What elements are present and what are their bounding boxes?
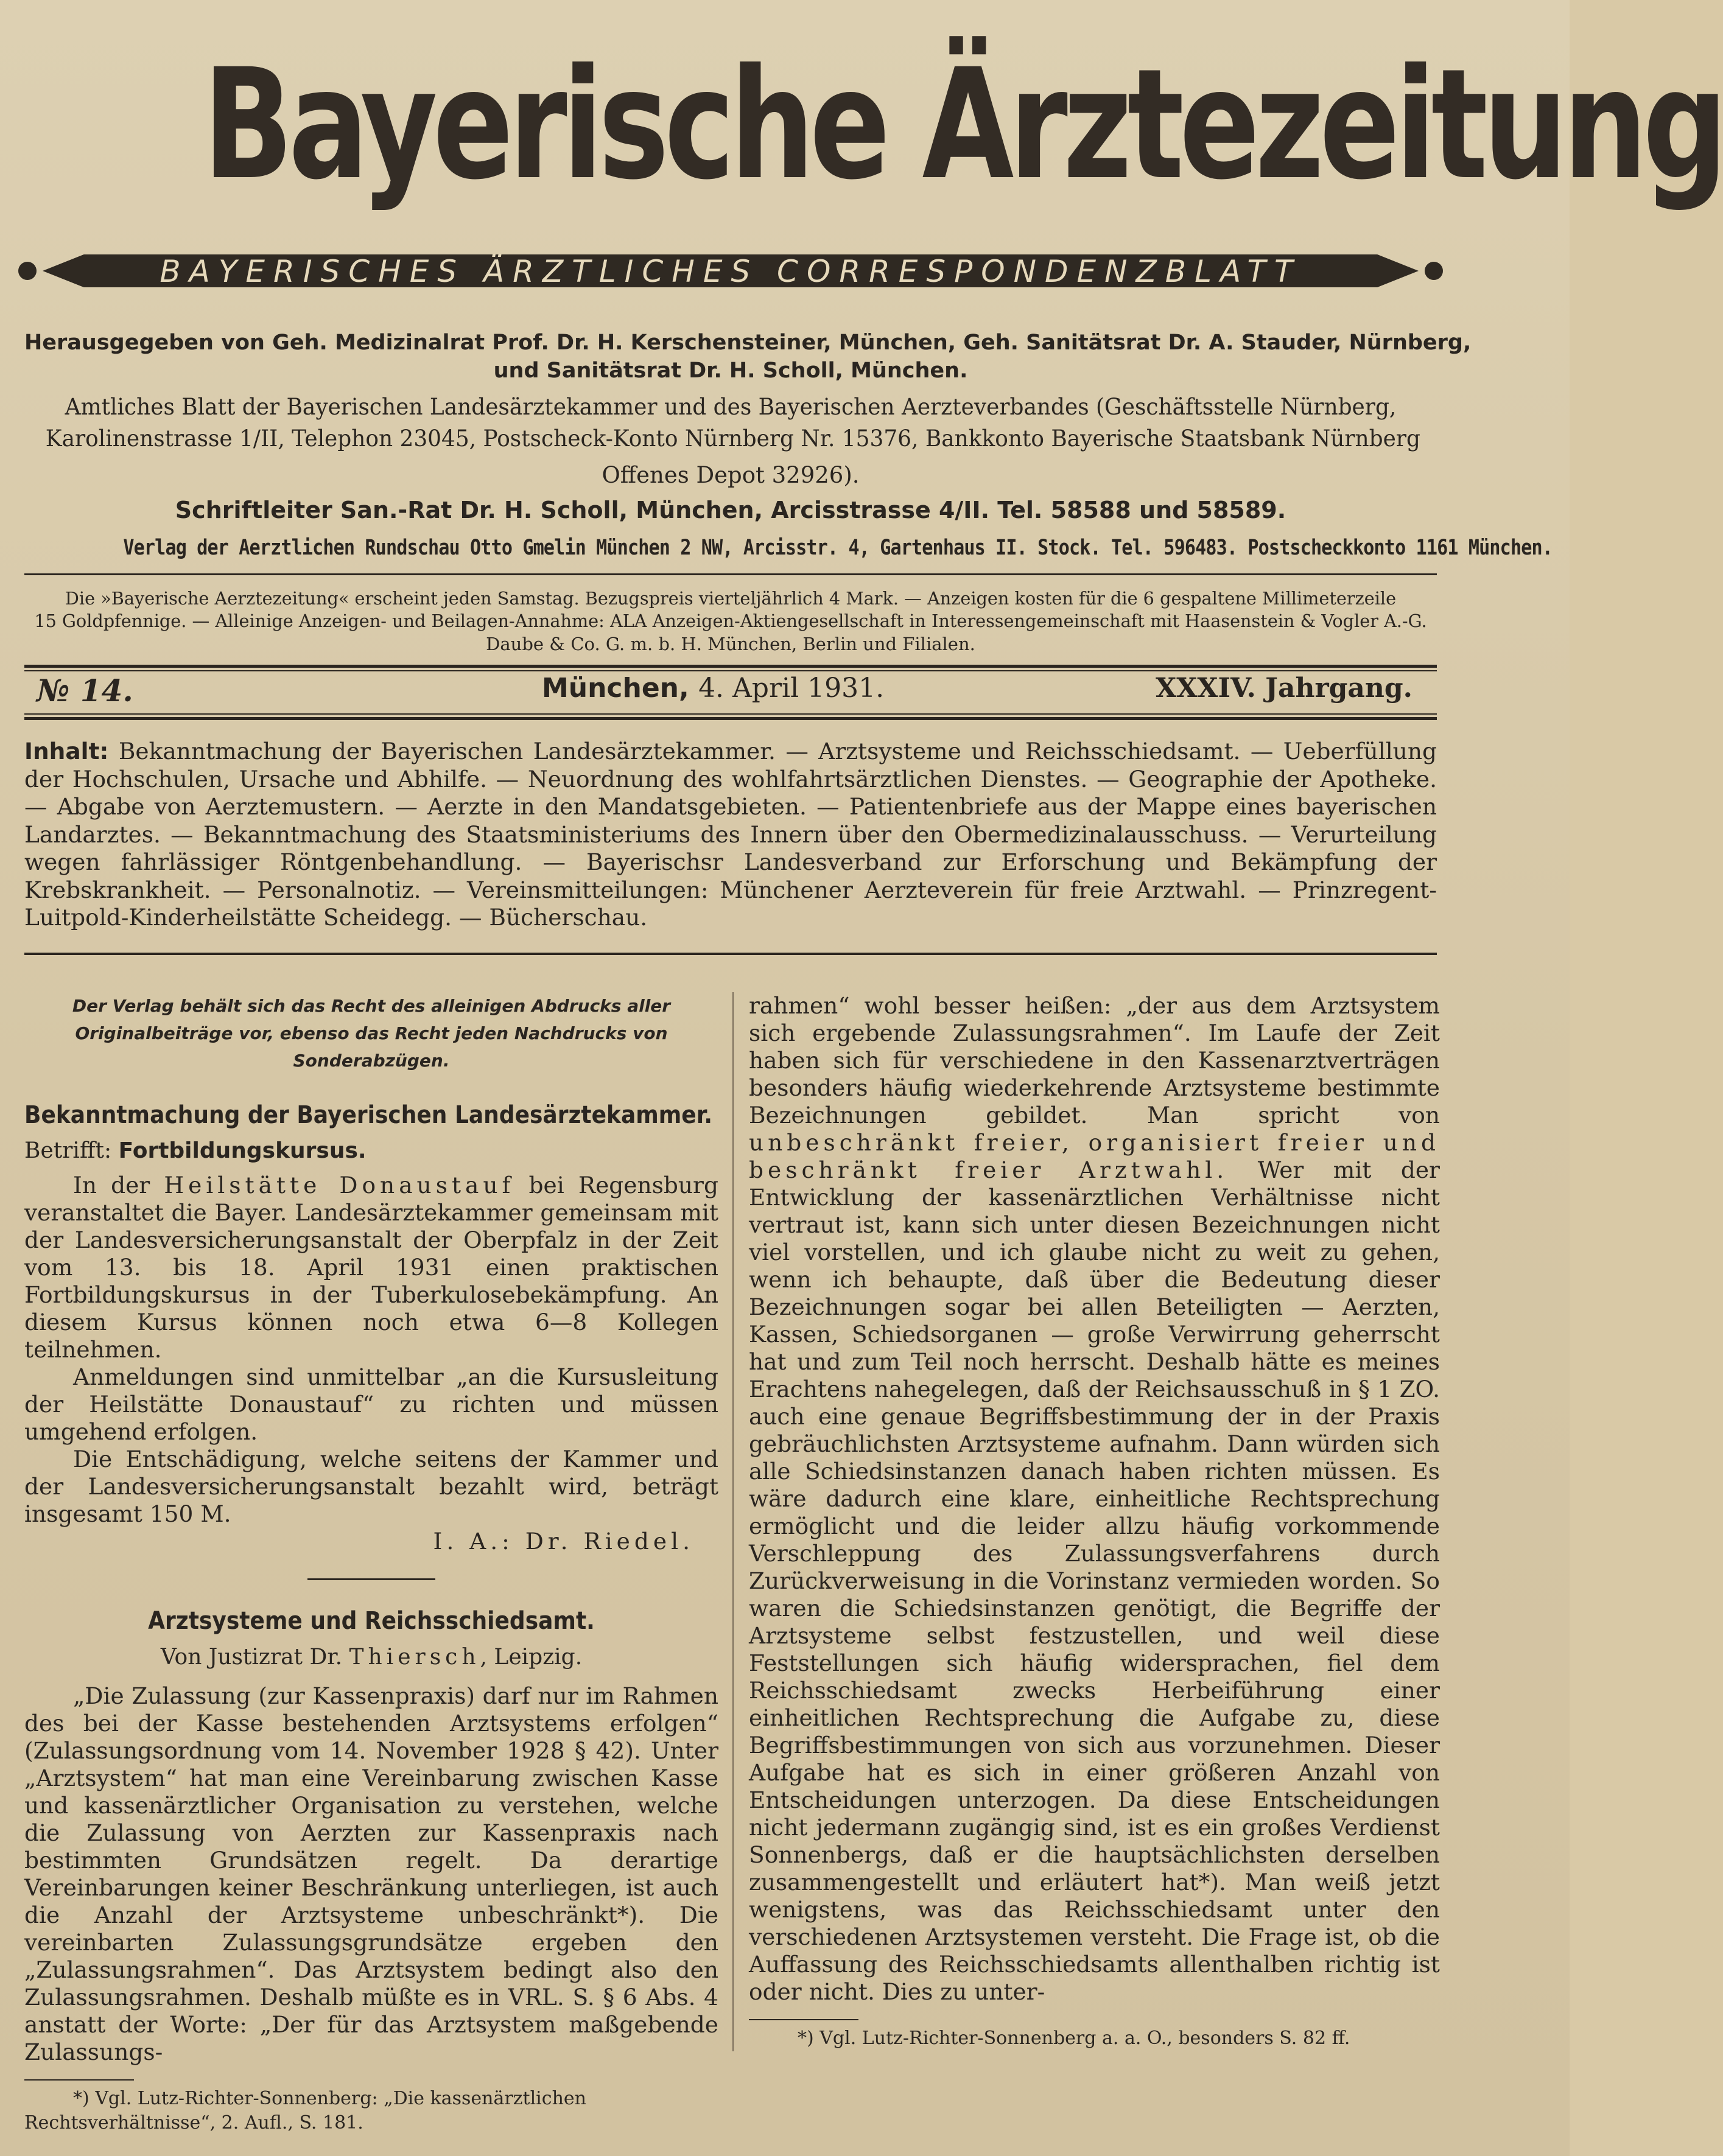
article1-paragraph-1 — [24, 1172, 718, 1363]
masthead-banner — [18, 250, 1443, 292]
article-title-bekanntmachung: Bekanntmachung der Bayerischen Landesärztekammer. — [24, 1101, 713, 1129]
betrifft-value: Fortbildungskursus. — [118, 1138, 367, 1163]
byline-prefix: Von Justizrat Dr. — [160, 1645, 343, 1670]
footnote-right: *) Vgl. Lutz-Richter-Sonnenberg a. a. O., besonders S. 82 ff. — [798, 2028, 1350, 2049]
footnote-rule-right — [749, 2019, 858, 2020]
article1-paragraph-3: Die Entschädigung, welche seitens der Kammer und der Landesversicherungsanstalt bezahlt wird, beträgt insgesamt 150 M. — [24, 1446, 718, 1527]
footnote-left: *) Vgl. Lutz-Richter-Sonnenberg: „Die kassenärztlichen Rechtsverhältnisse“, 2. Aufl., S. 181. — [24, 2088, 586, 2133]
betrifft-line — [24, 1136, 718, 1166]
masthead-title: Bayerische Ärztezeitung — [203, 36, 1723, 213]
column-divider — [732, 992, 734, 2051]
article2-paragraph-1: „Die Zulassung (zur Kassenpraxis) darf nur im Rahmen des bei der Kasse bestehenden Arztsystems erfolgen“ (Zulassungsordnung vom 14. November 1928 § 42). Unter „Arztsystem“ hat man eine Vereinbarung zwischen Kasse und kassenärztlicher Organisation zu verstehen, welche die Zulassung von Aerzten zur Kassenpraxis nach bestimmten Grundsätzen regelt. Da derartige Vereinbarungen keiner Beschränkung unterliegen, ist auch die Anzahl der Arztsysteme unbeschränkt*). Die vereinbarten Zulassungsgrundsätze ergeben den „Zulassungsrahmen“. Das Arztsystem bedingt also den Zulassungsrahmen. Deshalb müßte es in VRL. S. § 6 Abs. 4 anstatt der Worte: „Der für das Arztsystem maßgebende Zulassungs- — [24, 1682, 718, 2065]
editor-in-chief: Schriftleiter San.-Rat Dr. H. Scholl, München, Arcisstrasse 4/II. Tel. 58588 und 58589. — [175, 497, 1286, 523]
notice-line-3: Daube & Co. G. m. b. H. München, Berlin und Filialen. — [486, 634, 975, 654]
continuation-rest: Wer mit der Entwicklung der kassenärztlichen Verhältnisse nicht vertraut ist, kann sich unter diesen Bezeichnungen nicht viel vorstellen, und ich glaube nicht zu weit zu gehen, wenn ich behaupte, daß über die Bedeutung dieser Bezeichnungen sogar bei allen Beteiligten — Aerzten, Kassen, Schiedsorganen — große Verwirrung geherrscht hat und zum Teil noch herrscht. Deshalb hätte es meines Erachtens nahegelegen, daß der Reichsausschuß in § 1 ZO. auch eine genaue Begriffsbestimmung der in der Praxis gebräuchlichsten Arztsysteme aufnahm. Dann würden sich alle Schiedsinstanzen danach haben richten müssen. Es wäre dadurch eine klare, einheitliche Rechtsprechung ermöglicht und die leider allzu häufig vorkommende Verschleppung des Zulassungsverfahrens durch Zurückverweisung in die Vorinstanz vermieden worden. So waren die Schiedsinstanzen genötigt, die Begriffe der Arztsysteme selbst festzustellen, und weil diese Feststellungen sich häufig widersprachen, fiel dem Reichsschiedsamt zwecks Herbeiführung einer einheitlichen Rechtsprechung die Aufgabe zu, diese Begriffsbestimmungen von sich aus vorzunehmen. Dieser Aufgabe hat es sich in einer größeren Anzahl von Entscheidungen unterzogen. Da diese Entscheidungen nicht jedermann zugängig sind, ist es ein großes Verdienst Sonnenbergs, daß er die hauptsächlichsten derselben zusammengestellt und erläutert hat*). Man weiß jetzt wenigstens, was das Reichsschiedsamt unter den verschiedenen Arztsystemen versteht. Die Frage ist, ob die Auffassung des Reichsschiedsamts allenthalben richtig ist oder nicht. Dies zu unter- — [749, 1157, 1440, 2005]
right-column — [749, 992, 1440, 2051]
issue-number: № 14. — [37, 673, 133, 709]
official-line-2: Karolinenstrasse 1/II, Telephon 23045, Postscheck-Konto Nürnberg Nr. 15376, Bankkonto Bayerische Staatsbank Nürnberg — [45, 425, 1421, 452]
rule-above-issue-thin — [24, 670, 1437, 671]
article1-signature: I. A.: Dr. Riedel. — [433, 1528, 694, 1555]
issue-row — [37, 673, 1412, 709]
editors-line-2: und Sanitätsrat Dr. H. Scholl, München. — [493, 359, 968, 383]
copyright-notice: Der Verlag behält sich das Recht des alleinigen Abdrucks aller Originalbeiträge vor, ebenso das Recht jeden Nachdrucks von Sonderabzügen. — [72, 996, 671, 1071]
notice-line-1: Die »Bayerische Aerztezeitung« erscheint jeden Samstag. Bezugspreis vierteljährlich 4 Mark. — Anzeigen kosten für die 6 gespaltene Millimeterzeile — [65, 588, 1397, 609]
article1-p1-emphasis: Heilstätte Donaustauf — [164, 1172, 515, 1199]
toc-text: Bekanntmachung der Bayerischen Landesärztekammer. — Arztsysteme und Reichsschiedsamt. — Ueberfüllung der Hochschulen, Ursache und Abhilfe. — Neuordnung des wohlfahrtsärztlichen Dienstes. — Geographie der Apotheke. — Abgabe von Aerztemustern. — Aerzte in den Mandatsgebieten. — Patientenbriefe aus der Mappe eines bayerischen Landarztes. — Bekanntmachung des Staatsministeriums des Innern über den Obermedizinalausschuss. — Verurteilung wegen fahrlässiger Röntgenbehandlung. — Bayerischsr Landesverband zur Erforschung und Bekämpfung der Krebskrankheit. — Personalnotiz. — Vereinsmitteilungen: Münchener Aerzteverein für freie Arztwahl. — Prinzregent-Luitpold-Kinderheilstätte Scheidegg. — Bücherschau. — [24, 738, 1437, 931]
rule-below-issue — [24, 717, 1437, 720]
betrifft-label: Betrifft: — [24, 1138, 112, 1163]
editors-line-1: Herausgegeben von Geh. Medizinalrat Prof. Dr. H. Kerschensteiner, München, Geh. Sanitätsrat Dr. A. Stauder, Nürnberg, — [24, 331, 1472, 355]
article2-continuation — [749, 992, 1440, 2006]
official-line-3: Offenes Depot 32926). — [602, 462, 860, 488]
publisher-line: Verlag der Aerztlichen Rundschau Otto Gmelin München 2 NW, Arcisstr. 4, Gartenhaus II. Stock. Tel. 596483. Postscheckkonto 1161 München. — [123, 536, 1553, 560]
article1-paragraph-2: Anmeldungen sind unmittelbar „an die Kursusleitung der Heilstätte Donaustauf“ zu richten und müssen umgehend erfolgen. — [24, 1363, 718, 1445]
continuation-emphasis: unbeschränkt freier, organisiert freier und beschränkt freier Arztwahl. — [749, 1129, 1440, 1183]
masthead — [55, 36, 1723, 250]
article1-p1-rest: bei Regensburg veranstaltet die Bayer. Landesärztekammer gemeinsam mit der Landesversicherungsanstalt der Oberpfalz in der Zeit vom 13. bis 18. April 1931 einen praktischen Fortbildungskursus in der Tuberkulosebekämpfung. An diesem Kursus können noch etwa 6—8 Kollegen teilnehmen. — [24, 1172, 718, 1363]
byline-place: , Leipzig. — [480, 1645, 583, 1670]
masthead-subtitle: BAYERISCHES ÄRZTLICHES CORRESPONDENZBLATT — [160, 254, 1302, 289]
article-divider — [307, 1578, 435, 1580]
issue-date: 4. April 1931. — [698, 673, 885, 704]
issue-place-name: München, — [542, 673, 689, 704]
footnote-rule-left — [24, 2079, 134, 2081]
article-title-arztsysteme: Arztsysteme und Reichsschiedsamt. — [148, 1607, 595, 1635]
issue-place — [542, 673, 884, 704]
official-line-1: Amtliches Blatt der Bayerischen Landesärztekammer und des Bayerischen Aerzteverbandes (Geschäftsstelle Nürnberg, — [65, 394, 1397, 420]
rule-above-issue — [24, 665, 1437, 668]
table-of-contents — [24, 738, 1437, 932]
rule-below-toc — [24, 953, 1437, 955]
rule-top-notice — [24, 573, 1437, 575]
byline-author: Thiersch — [349, 1645, 480, 1670]
left-column — [24, 992, 718, 2135]
toc-label: Inhalt: — [24, 738, 109, 765]
continuation-start: rahmen“ wohl besser heißen: „der aus dem Arztsystem sich ergebende Zulassungsrahmen“. Im Laufe der Zeit haben sich für verschiedene in den Kassenarztverträgen besonders häufig wiederkehrende Arztsysteme bestimmte Bezeichnungen gebildet. Man spricht von — [749, 992, 1440, 1129]
rule-below-issue-thin — [24, 713, 1437, 715]
issue-volume: XXXIV. Jahrgang. — [1156, 673, 1412, 704]
article2-byline — [24, 1642, 718, 1673]
article1-p1-start: In der — [73, 1172, 150, 1199]
notice-line-2: 15 Goldpfennige. — Alleinige Anzeigen- und Beilagen-Annahme: ALA Anzeigen-Aktiengesellschaft in Interessengemeinschaft mit Haasenstein & Vogler A.-G. — [34, 611, 1427, 631]
